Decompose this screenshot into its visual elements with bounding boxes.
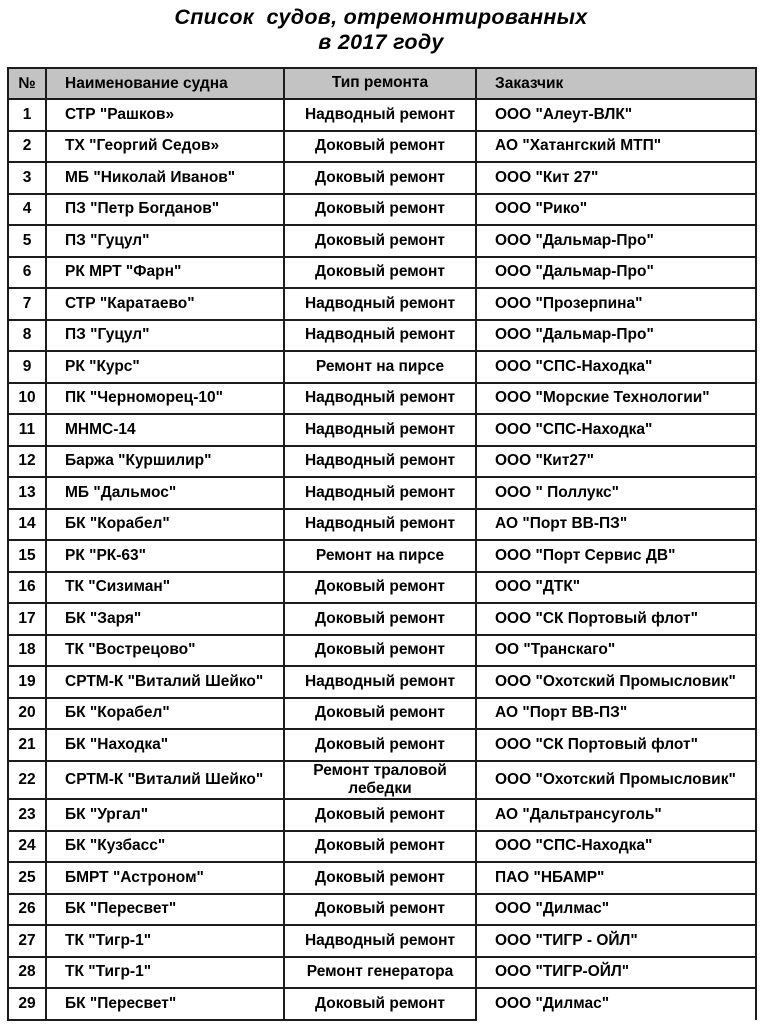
row-number-cell: 8 <box>8 320 46 352</box>
customer-cell: ООО "СПС-Находка" <box>476 831 756 863</box>
repair-type-cell: Ремонт генератора <box>284 957 476 989</box>
row-number-cell: 19 <box>8 666 46 698</box>
table-row <box>8 162 756 194</box>
table-row <box>8 603 756 635</box>
table-row <box>8 729 756 761</box>
customer-cell: ООО "Кит 27" <box>476 162 756 194</box>
repair-type-cell: Надводный ремонт <box>284 414 476 446</box>
customer-cell: ООО " Поллукс" <box>476 477 756 509</box>
header-repair-type: Тип ремонта <box>284 68 476 99</box>
ship-name-cell: БК "Ургал" <box>46 799 284 831</box>
row-number-cell: 28 <box>8 957 46 989</box>
row-number-cell: 7 <box>8 288 46 320</box>
table-row <box>8 988 756 1020</box>
row-number-cell: 20 <box>8 698 46 730</box>
ship-name-cell: БМРТ "Астроном" <box>46 862 284 894</box>
header-row <box>8 68 756 99</box>
customer-cell: ООО "СПС-Находка" <box>476 414 756 446</box>
repair-type-cell: Ремонт на пирсе <box>284 351 476 383</box>
table-row <box>8 925 756 957</box>
repair-type-cell: Доковый ремонт <box>284 162 476 194</box>
table-row <box>8 383 756 415</box>
ship-name-cell: ПЗ "Гуцул" <box>46 225 284 257</box>
ship-name-cell: БК "Корабел" <box>46 698 284 730</box>
ship-name-cell: БК "Корабел" <box>46 509 284 541</box>
customer-cell: АО "Порт ВВ-ПЗ" <box>476 698 756 730</box>
repair-type-cell: Доковый ремонт <box>284 225 476 257</box>
customer-cell: ПАО "НБАМР" <box>476 862 756 894</box>
ship-name-cell: ТХ "Георгий Седов» <box>46 131 284 163</box>
ship-name-cell: БК "Пересвет" <box>46 894 284 926</box>
repair-type-cell: Доковый ремонт <box>284 862 476 894</box>
table-row <box>8 320 756 352</box>
customer-cell: ООО "Дальмар-Про" <box>476 225 756 257</box>
customer-cell: ООО "Рико" <box>476 194 756 226</box>
row-number-cell: 13 <box>8 477 46 509</box>
row-number-cell: 16 <box>8 572 46 604</box>
table-row <box>8 477 756 509</box>
row-number-cell: 24 <box>8 831 46 863</box>
ship-name-cell: СРТМ-К "Виталий Шейко" <box>46 761 284 800</box>
customer-cell: ООО "Алеут-ВЛК" <box>476 99 756 131</box>
ship-name-cell: ПЗ "Гуцул" <box>46 320 284 352</box>
ship-name-cell: БК "Заря" <box>46 603 284 635</box>
table-row <box>8 831 756 863</box>
ship-name-cell: ПК "Черноморец-10" <box>46 383 284 415</box>
repair-type-cell: Надводный ремонт <box>284 477 476 509</box>
row-number-cell: 3 <box>8 162 46 194</box>
repair-type-cell: Доковый ремонт <box>284 257 476 289</box>
customer-cell: ООО "ТИГР - ОЙЛ" <box>476 925 756 957</box>
customer-cell: ООО "СПС-Находка" <box>476 351 756 383</box>
table-row <box>8 194 756 226</box>
customer-cell: ООО "СК Портовый флот" <box>476 603 756 635</box>
repair-type-cell: Доковый ремонт <box>284 799 476 831</box>
customer-cell: ООО "Дилмас" <box>476 894 756 926</box>
customer-cell: ООО "Порт Сервис ДВ" <box>476 540 756 572</box>
customer-cell: ООО "Прозерпина" <box>476 288 756 320</box>
row-number-cell: 10 <box>8 383 46 415</box>
table-row <box>8 698 756 730</box>
repair-type-cell: Надводный ремонт <box>284 509 476 541</box>
row-number-cell: 29 <box>8 988 46 1020</box>
row-number-cell: 6 <box>8 257 46 289</box>
ship-name-cell: МНМС-14 <box>46 414 284 446</box>
customer-cell: ООО "Охотский Промысловик" <box>476 666 756 698</box>
row-number-cell: 15 <box>8 540 46 572</box>
table-row <box>8 572 756 604</box>
table-row <box>8 666 756 698</box>
repair-type-cell: Надводный ремонт <box>284 925 476 957</box>
repair-type-cell: Доковый ремонт <box>284 194 476 226</box>
table-row <box>8 131 756 163</box>
table-body <box>8 99 756 1020</box>
row-number-cell: 18 <box>8 635 46 667</box>
ship-name-cell: РК "РК-63" <box>46 540 284 572</box>
ship-name-cell: МБ "Николай Иванов" <box>46 162 284 194</box>
table-row <box>8 446 756 478</box>
table-row <box>8 351 756 383</box>
row-number-cell: 22 <box>8 761 46 800</box>
customer-cell: ООО "Дальмар-Про" <box>476 320 756 352</box>
customer-cell: АО "Дальтрансуголь" <box>476 799 756 831</box>
customer-cell: АО "Порт ВВ-ПЗ" <box>476 509 756 541</box>
row-number-cell: 12 <box>8 446 46 478</box>
repair-type-cell: Доковый ремонт <box>284 131 476 163</box>
row-number-cell: 9 <box>8 351 46 383</box>
title-line-2: в 2017 году <box>318 30 444 55</box>
repair-type-cell: Надводный ремонт <box>284 99 476 131</box>
table-row <box>8 957 756 989</box>
repair-type-cell: Доковый ремонт <box>284 894 476 926</box>
table-row <box>8 288 756 320</box>
table-row <box>8 761 756 800</box>
table-row <box>8 799 756 831</box>
header-ship-name: Наименование судна <box>46 68 284 99</box>
row-number-cell: 4 <box>8 194 46 226</box>
header-row-number: № <box>8 68 46 99</box>
ship-name-cell: Баржа "Куршилир" <box>46 446 284 478</box>
customer-cell: ОО "Транскаго" <box>476 635 756 667</box>
repair-type-cell: Надводный ремонт <box>284 288 476 320</box>
title-line-1: Список судов, отремонтированных <box>174 5 588 29</box>
ship-name-cell: БК "Пересвет" <box>46 988 284 1020</box>
customer-cell: ООО "Охотский Промысловик" <box>476 761 756 800</box>
table-row <box>8 414 756 446</box>
ship-name-cell: МБ "Дальмос" <box>46 477 284 509</box>
row-number-cell: 21 <box>8 729 46 761</box>
repair-type-cell: Доковый ремонт <box>284 635 476 667</box>
table-row <box>8 862 756 894</box>
customer-cell: ООО "ТИГР-ОЙЛ" <box>476 957 756 989</box>
ship-name-cell: БК "Находка" <box>46 729 284 761</box>
row-number-cell: 1 <box>8 99 46 131</box>
table-row <box>8 635 756 667</box>
repair-type-cell: Доковый ремонт <box>284 729 476 761</box>
table-row <box>8 225 756 257</box>
header-customer: Заказчик <box>476 68 756 99</box>
customer-cell: ООО "Кит27" <box>476 446 756 478</box>
ship-name-cell: ТК "Сизиман" <box>46 572 284 604</box>
row-number-cell: 26 <box>8 894 46 926</box>
repair-type-cell: Доковый ремонт <box>284 988 476 1020</box>
row-number-cell: 17 <box>8 603 46 635</box>
customer-cell: ООО "ДТК" <box>476 572 756 604</box>
repair-type-cell: Ремонт на пирсе <box>284 540 476 572</box>
ship-name-cell: ТК "Тигр-1" <box>46 925 284 957</box>
row-number-cell: 11 <box>8 414 46 446</box>
ship-name-cell: РК "Курс" <box>46 351 284 383</box>
repair-type-cell: Доковый ремонт <box>284 698 476 730</box>
ship-name-cell: СТР "Каратаево" <box>46 288 284 320</box>
ship-name-cell: ПЗ "Петр Богданов" <box>46 194 284 226</box>
customer-cell: ООО "Дилмас" <box>476 988 756 1020</box>
row-number-cell: 25 <box>8 862 46 894</box>
repair-type-cell: Надводный ремонт <box>284 666 476 698</box>
table-row <box>8 894 756 926</box>
row-number-cell: 2 <box>8 131 46 163</box>
ship-name-cell: СРТМ-К "Виталий Шейко" <box>46 666 284 698</box>
repair-type-cell: Доковый ремонт <box>284 572 476 604</box>
table-row <box>8 257 756 289</box>
row-number-cell: 23 <box>8 799 46 831</box>
customer-cell: ООО "СК Портовый флот" <box>476 729 756 761</box>
ship-name-cell: РК МРТ "Фарн" <box>46 257 284 289</box>
table-header <box>8 68 756 99</box>
repair-type-cell: Надводный ремонт <box>284 383 476 415</box>
repair-type-cell: Доковый ремонт <box>284 831 476 863</box>
table-row <box>8 99 756 131</box>
ship-name-cell: ТК "Вострецово" <box>46 635 284 667</box>
table-row <box>8 509 756 541</box>
customer-cell: АО "Хатангский МТП" <box>476 131 756 163</box>
repair-type-cell: Ремонт траловой лебедки <box>284 761 476 800</box>
row-number-cell: 27 <box>8 925 46 957</box>
ship-name-cell: БК "Кузбасс" <box>46 831 284 863</box>
row-number-cell: 14 <box>8 509 46 541</box>
ship-name-cell: СТР "Рашков» <box>46 99 284 131</box>
customer-cell: ООО "Морские Технологии" <box>476 383 756 415</box>
repair-type-cell: Надводный ремонт <box>284 320 476 352</box>
table-row <box>8 540 756 572</box>
ship-name-cell: ТК "Тигр-1" <box>46 957 284 989</box>
customer-cell: ООО "Дальмар-Про" <box>476 257 756 289</box>
repair-type-cell: Надводный ремонт <box>284 446 476 478</box>
row-number-cell: 5 <box>8 225 46 257</box>
repaired-ships-table <box>7 67 757 1021</box>
document-page <box>0 5 762 1024</box>
repair-type-cell: Доковый ремонт <box>284 603 476 635</box>
document-title <box>0 5 762 56</box>
